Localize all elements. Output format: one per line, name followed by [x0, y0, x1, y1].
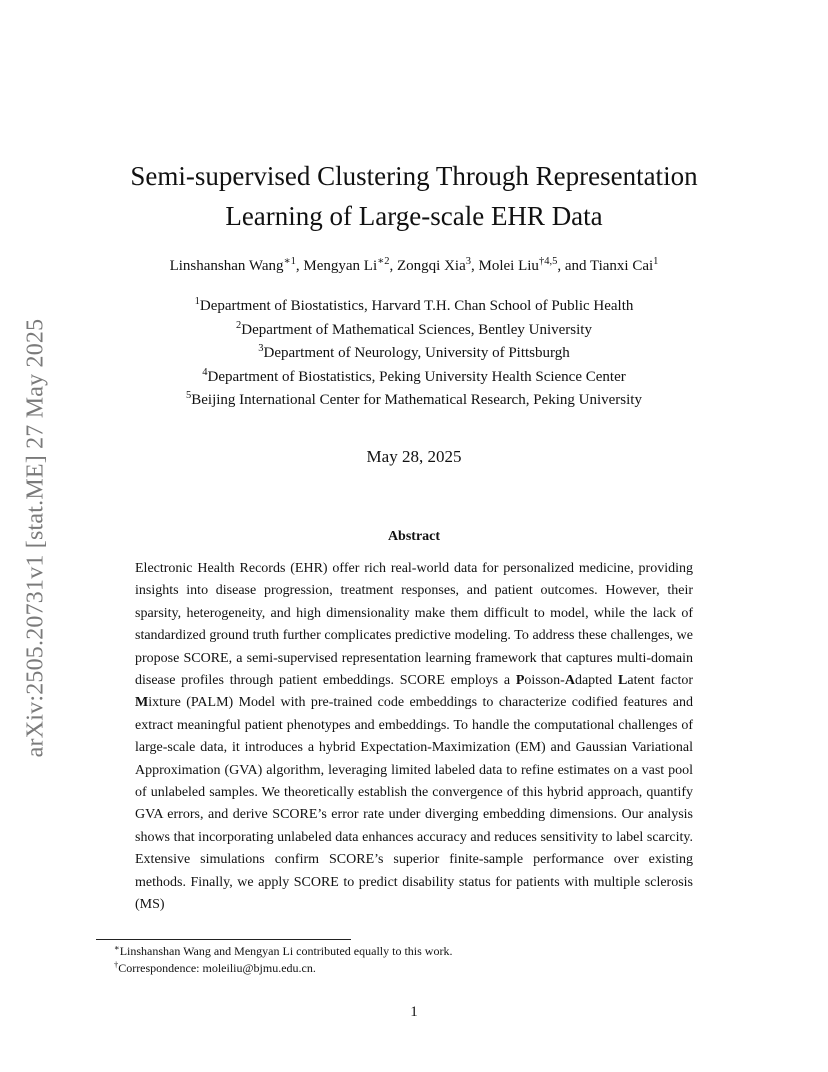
author-affiliation-mark: ∗1 [283, 256, 296, 268]
acronym-bold-letter: P [515, 673, 525, 689]
affiliation-text: Department of Neurology, University of Pittsburgh [263, 345, 570, 361]
author-list [0, 256, 828, 276]
author-affiliation-mark: †4,5 [538, 256, 558, 268]
arxiv-identifier-stamp: arXiv:2505.20731v1 [stat.ME] 27 May 2025 [22, 318, 49, 758]
author-name: Mengyan Li [303, 258, 378, 274]
acronym-word-rest: dapted [574, 673, 619, 689]
author-affiliation-mark: 3 [465, 256, 472, 268]
footnote-mark: † [114, 959, 119, 969]
footnote-text: Correspondence: moleiliu@bjmu.edu.cn. [118, 960, 316, 975]
author-name: Zongqi Xia [397, 258, 466, 274]
acronym-bold-letter: L [618, 673, 628, 689]
author-separator: , [295, 258, 304, 274]
acronym-bold-letter: M [135, 695, 149, 711]
author-separator: , [471, 258, 479, 274]
affiliation-list [0, 295, 828, 413]
abstract-body [135, 558, 693, 917]
affiliation-number: 2 [236, 319, 242, 331]
author-name: Tianxi Cai [589, 258, 654, 274]
abstract-heading: Abstract [387, 529, 441, 544]
footnotes [114, 943, 452, 976]
affiliation-number: 5 [186, 390, 192, 402]
author-name: Linshanshan Wang [169, 258, 284, 274]
affiliation-line [0, 342, 828, 366]
affiliation-number: 1 [194, 296, 200, 308]
acronym-word-rest: ixture [148, 695, 181, 711]
title-line-1: Semi-supervised Clustering Through Representation [130, 161, 698, 191]
author-affiliation-mark: 1 [653, 256, 659, 268]
page-number: 1 [410, 1004, 418, 1020]
affiliation-text: Department of Biostatistics, Harvard T.H. Chan School of Public Health [199, 298, 634, 314]
footnote [114, 960, 452, 977]
affiliation-text: Department of Mathematical Sciences, Bentley University [241, 321, 592, 338]
acronym-word-rest: atent factor [627, 673, 693, 689]
footnote-divider [96, 939, 351, 940]
affiliation-number: 4 [202, 366, 208, 378]
author-separator: , and [557, 258, 590, 274]
publication-date: May 28, 2025 [366, 447, 462, 466]
acronym-word-rest: oisson- [524, 673, 565, 689]
affiliation-text: Department of Biostatistics, Peking University Health Science Center [207, 368, 626, 385]
footnote [114, 943, 452, 960]
paper-title [0, 156, 828, 236]
affiliation-number: 3 [258, 343, 264, 355]
title-line-2: Learning of Large-scale EHR Data [225, 201, 603, 231]
author-affiliation-mark: ∗2 [377, 256, 390, 268]
affiliation-text: Beijing International Center for Mathematical Research, Peking University [191, 392, 642, 408]
affiliation-line [0, 366, 828, 390]
abstract-text: Electronic Health Records (EHR) offer rich real-world data for personalized medicine, providing insights into disease progression, treatment responses, and patient outcomes. However, their sparsity, heterogeneity, and high dimensionality make them difficult to model, while the lack of standardized ground truth further complicates predictive modeling. To address these challenges, we propose SCORE, a semi-supervised representation learning framework that captures multi-domain disease profiles through patient embeddings. SCORE employs a [135, 561, 693, 689]
footnote-text: Linshanshan Wang and Mengyan Li contributed equally to this work. [119, 944, 453, 958]
acronym-bold-letter: A [564, 673, 575, 689]
affiliation-line [0, 389, 828, 413]
abstract-text: (PALM) Model with pre-trained code embeddings to characterize codified features and extract meaningful patient phenotypes and embeddings. To handle the computational challenges of large-scale data, it introduces a hybrid Expectation-Maximization (EM) and Gaussian Variational Approximation (GVA) algorithm, leveraging limited labeled data to refine estimates on a vast pool of unlabeled samples. We theoretically establish the convergence of this hybrid approach, quantify GVA errors, and derive SCORE’s error rate under diverging embedding dimensions. Our analysis shows that incorporating unlabeled data enhances accuracy and reduces sensitivity to label scarcity. Extensive simulations confirm SCORE’s superior finite-sample performance over existing methods. Finally, we apply SCORE to predict disability status for patients with multiple sclerosis (MS) [135, 695, 693, 913]
affiliation-line [0, 319, 828, 343]
author-separator: , [389, 258, 398, 274]
affiliation-line [0, 295, 828, 319]
author-name: Molei Liu [478, 258, 539, 274]
footnote-mark: ∗ [114, 943, 120, 953]
